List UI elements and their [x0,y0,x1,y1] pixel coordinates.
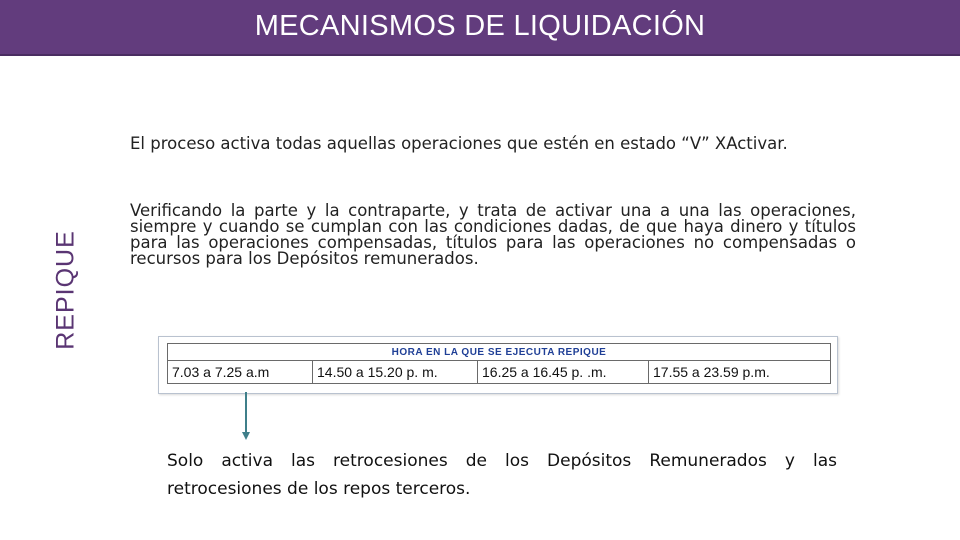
schedule-times-row [168,361,831,384]
section-label: REPIQUE [51,230,80,350]
arrow-down-icon [242,392,250,440]
schedule-time-cell: 7.03 a 7.25 a.m [168,361,313,384]
paragraph-activation: El proceso activa todas aquellas operaciones que estén en estado “V” XActivar. [130,134,788,153]
schedule-table [167,343,831,384]
schedule-time-cell: 14.50 a 15.20 p. m. [313,361,478,384]
schedule-header-row [168,344,831,361]
title-bar [0,0,960,56]
schedule-table-image [158,336,838,394]
schedule-header: HORA EN LA QUE SE EJECUTA REPIQUE [168,344,831,361]
schedule-time-cell: 17.55 a 23.59 p.m. [649,361,831,384]
paragraph-verification: Verificando la parte y la contraparte, y trata de activar una a una las operaciones, siempre y cuando se cumplan con las condiciones dadas, de que haya dinero y títulos para las operaciones compensadas, títulos para las operaciones no compensadas o recursos para los Depósitos remunerados. [130,201,856,268]
page-title: MECANISMOS DE LIQUIDACIÓN [254,10,706,42]
schedule-time-cell: 16.25 a 16.45 p. .m. [478,361,649,384]
note-text: Solo activa las retrocesiones de los Depósitos Remunerados y las retrocesiones de los repos terceros. [167,451,837,499]
